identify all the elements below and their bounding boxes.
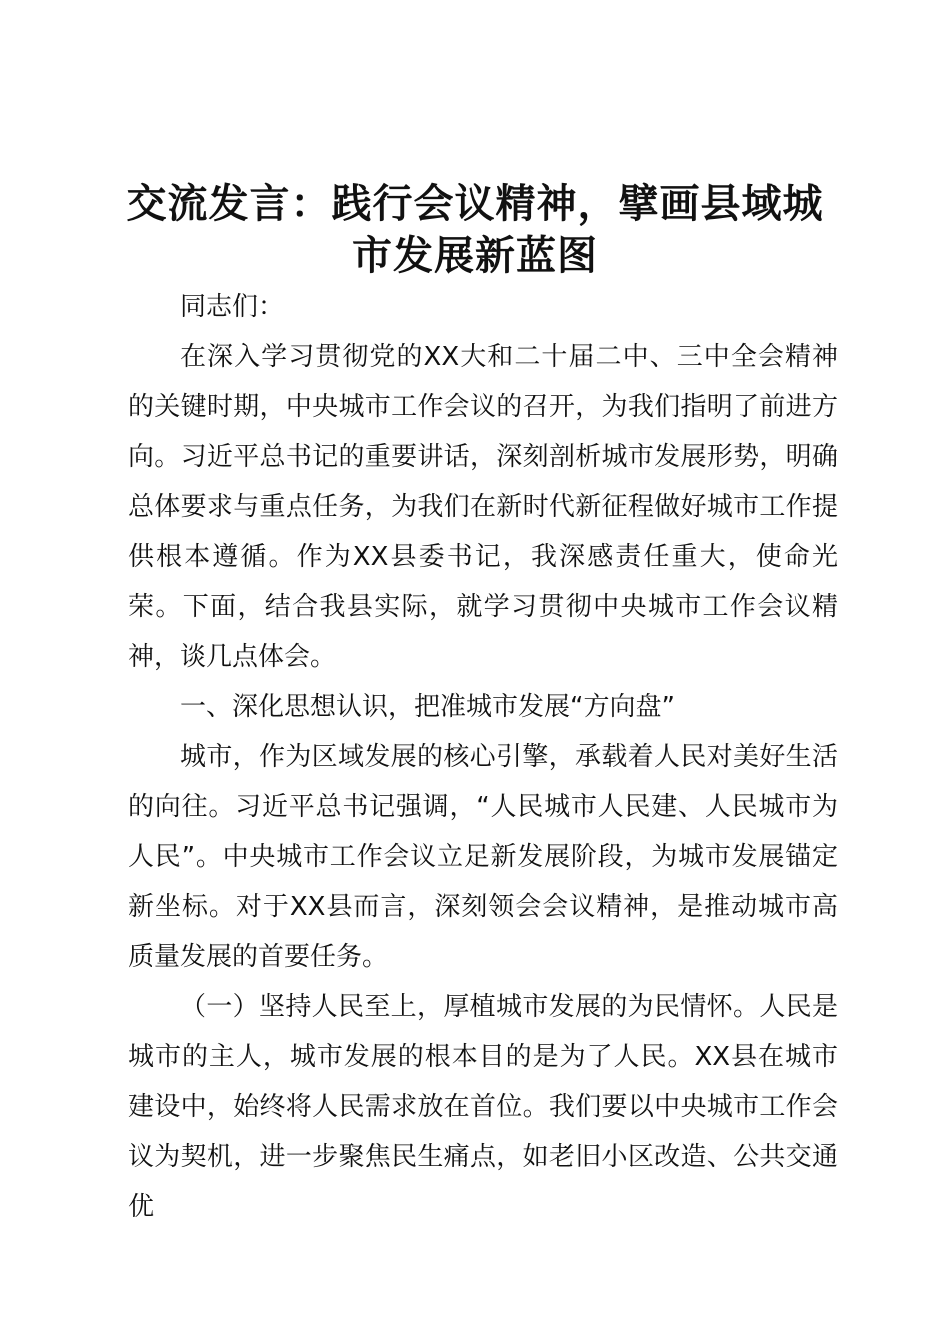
paragraph-intro: 在深入学习贯彻党的XX大和二十届二中、三中全会精神的关键时期，中央城市工作会议的召开，为我们指明了前进方向。习近平总书记的重要讲话，深刻剖析城市发展形势，明确总体要求与重点任务，为我们在新时代新征程做好城市工作提供根本遵循。作为XX县委书记，我深感责任重大，使命光荣。下面，结合我县实际，就学习贯彻中央城市工作会议精神，谈几点体会。: [128, 342, 838, 672]
section-heading-1: 一、深化思想认识，把准城市发展“方向盘”: [180, 692, 675, 722]
title-line-1: 交流发言：践行会议精神，擘画县域城: [126, 180, 824, 227]
document-body: [128, 282, 838, 1232]
paragraph-section-1: 城市，作为区域发展的核心引擎，承载着人民对美好生活的向往。习近平总书记强调，“人民城市人民建、人民城市为人民”。中央城市工作会议立足新发展阶段，为城市发展锚定新坐标。对于XX县而言，深刻领会会议精神，是推动城市高质量发展的首要任务。: [128, 742, 838, 972]
paragraph-subsection-1: （一）坚持人民至上，厚植城市发展的为民情怀。人民是城市的主人，城市发展的根本目的是为了人民。XX县在城市建设中，始终将人民需求放在首位。我们要以中央城市工作会议为契机，进一步聚焦民生痛点，如老旧小区改造、公共交通优: [128, 992, 838, 1222]
document-title: [110, 178, 840, 282]
title-line-2: 市发展新蓝图: [352, 232, 598, 279]
salutation: 同志们：: [180, 292, 285, 322]
